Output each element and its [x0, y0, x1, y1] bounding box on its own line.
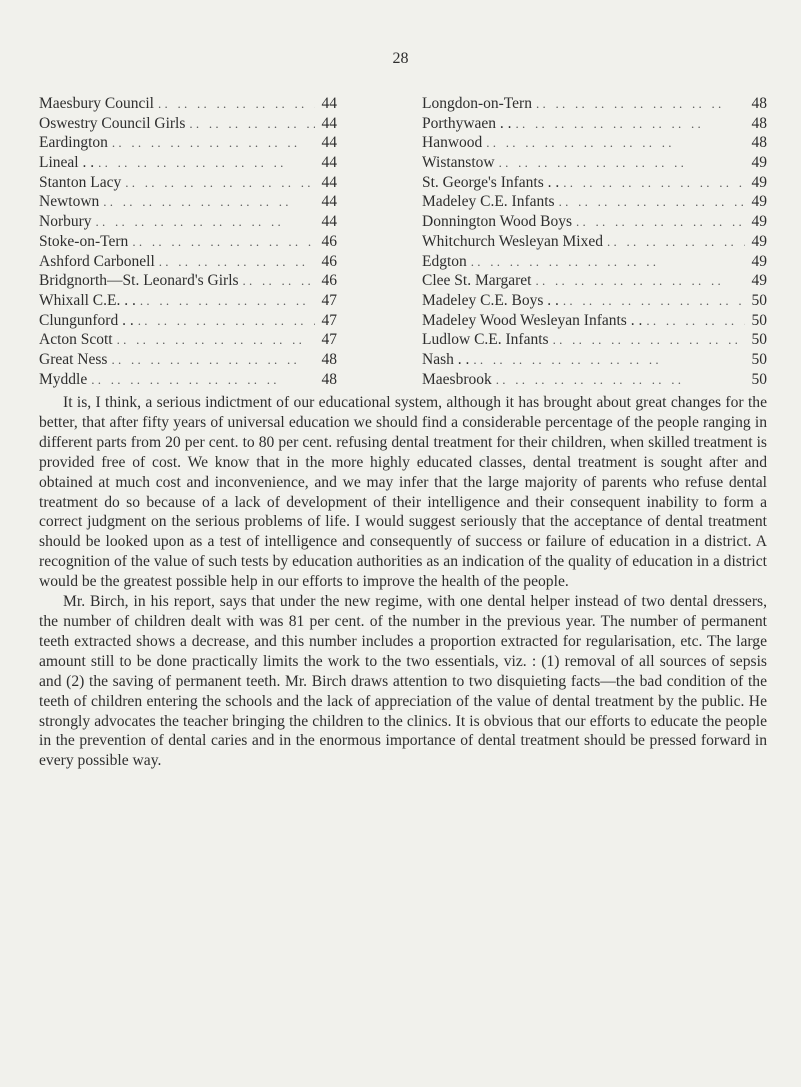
- school-name: Nash . .: [422, 350, 470, 368]
- school-name: Clungunford . .: [39, 311, 134, 329]
- school-percentage-table: [39, 95, 767, 390]
- table-row: [422, 272, 767, 292]
- table-row: [422, 174, 767, 194]
- school-name: Myddle: [39, 370, 88, 388]
- table-row: [422, 154, 767, 174]
- dot-leader: [134, 313, 315, 329]
- percentage-value: 44: [321, 114, 337, 132]
- table-right-column: [422, 95, 767, 390]
- dot-leader: [113, 332, 315, 348]
- table-row: [39, 312, 337, 332]
- dot-leader: [531, 273, 745, 289]
- table-row: [39, 115, 337, 135]
- school-name: Madeley C.E. Boys . .: [422, 291, 559, 309]
- dot-leader: [87, 372, 315, 388]
- school-name: Eardington: [39, 134, 108, 152]
- dot-leader: [94, 155, 315, 171]
- table-row: [39, 174, 337, 194]
- table-row: [39, 331, 337, 351]
- percentage-value: 49: [751, 154, 767, 172]
- dot-leader: [107, 352, 315, 368]
- dot-leader: [492, 372, 745, 388]
- school-name: Newtown: [39, 193, 100, 211]
- table-row: [422, 292, 767, 312]
- percentage-value: 49: [751, 213, 767, 231]
- percentage-value: 48: [751, 114, 767, 132]
- percentage-value: 46: [321, 232, 337, 250]
- table-row: [39, 351, 337, 371]
- percentage-value: 48: [751, 134, 767, 152]
- percentage-value: 44: [321, 213, 337, 231]
- school-name: Whixall C.E. . .: [39, 291, 136, 309]
- table-row: [39, 233, 337, 253]
- table-row: [39, 253, 337, 273]
- percentage-value: 47: [321, 291, 337, 309]
- school-name: Lineal . .: [39, 154, 95, 172]
- percentage-value: 49: [751, 232, 767, 250]
- table-row: [422, 253, 767, 273]
- percentage-value: 44: [321, 173, 337, 191]
- school-name: Whitchurch Wesleyan Mixed: [422, 232, 603, 250]
- table-row: [422, 193, 767, 213]
- table-row: [39, 292, 337, 312]
- school-name: Norbury: [39, 213, 92, 231]
- school-name: Edgton: [422, 252, 467, 270]
- dot-leader: [559, 293, 745, 309]
- percentage-value: 50: [751, 370, 767, 388]
- percentage-value: 46: [321, 252, 337, 270]
- percentage-value: 49: [751, 252, 767, 270]
- table-row: [39, 95, 337, 115]
- table-row: [422, 312, 767, 332]
- percentage-value: 46: [321, 272, 337, 290]
- dot-leader: [482, 135, 745, 151]
- percentage-value: 48: [321, 350, 337, 368]
- percentage-value: 48: [321, 370, 337, 388]
- table-row: [422, 213, 767, 233]
- percentage-value: 49: [751, 173, 767, 191]
- school-name: Clee St. Margaret: [422, 272, 532, 290]
- percentage-value: 49: [751, 193, 767, 211]
- school-name: Stanton Lacy: [39, 173, 122, 191]
- school-name: Porthywaen . .: [422, 114, 512, 132]
- percentage-value: 49: [751, 272, 767, 290]
- table-row: [39, 272, 337, 292]
- dot-leader: [559, 175, 745, 191]
- dot-leader: [121, 175, 315, 191]
- school-name: Ludlow C.E. Infants: [422, 331, 549, 349]
- school-name: Longdon-on-Tern: [422, 95, 532, 112]
- body-text: [39, 393, 767, 771]
- dot-leader: [495, 155, 745, 171]
- table-row: [39, 134, 337, 154]
- dot-leader: [108, 135, 315, 151]
- school-name: Ashford Carbonell: [39, 252, 155, 270]
- school-name: Maesbrook: [422, 370, 492, 388]
- table-row: [422, 134, 767, 154]
- dot-leader: [532, 96, 745, 112]
- table-row: [422, 95, 767, 115]
- school-name: Wistanstow: [422, 154, 495, 172]
- dot-leader: [469, 352, 745, 368]
- dot-leader: [549, 332, 745, 348]
- table-left-column: [39, 95, 337, 390]
- dot-leader: [512, 116, 745, 132]
- dot-leader: [154, 96, 315, 112]
- table-row: [422, 351, 767, 371]
- school-name: Acton Scott: [39, 331, 113, 349]
- percentage-value: 44: [321, 134, 337, 152]
- school-name: Hanwood: [422, 134, 483, 152]
- dot-leader: [92, 214, 315, 230]
- percentage-value: 44: [321, 95, 337, 112]
- dot-leader: [603, 234, 745, 250]
- table-row: [422, 233, 767, 253]
- dot-leader: [185, 116, 315, 132]
- percentage-value: 48: [751, 95, 767, 112]
- table-row: [422, 371, 767, 391]
- table-row: [422, 331, 767, 351]
- table-row: [39, 193, 337, 213]
- school-name: Maesbury Council: [39, 95, 154, 112]
- dot-leader: [642, 313, 745, 329]
- school-name: Madeley Wood Wesleyan Infants . .: [422, 311, 643, 329]
- percentage-value: 50: [751, 350, 767, 368]
- table-row: [39, 371, 337, 391]
- school-name: Great Ness: [39, 350, 108, 368]
- dot-leader: [239, 273, 315, 289]
- school-name: Stoke-on-Tern: [39, 232, 129, 250]
- paragraph: It is, I think, a serious indictment of our educational system, although it has brought about great changes for the better, that after fifty years of universal education we should find a considerable percentage of the people ranging in different parts from 20 per cent. to 80 per cent. refusing dental treatment for their children, when skilled treatment is provided free of cost. We know that in the more highly educated classes, dental treatment is sought after and obtained at much cost and inconvenience, and we may infer that the large majority of parents who refuse dental treatment do so because of a lack of development of their intelligence and their consequent inability to form a correct judgment on the serious problems of life. I would suggest seriously that the acceptance of dental treatment should be looked upon as a test of intelligence and consequently of success or failure of education in a district. A recognition of the value of such tests by education authorities as an indication of the quality of education in a district would be the greatest possible help in our efforts to improve the health of the people.: [39, 394, 767, 591]
- dot-leader: [99, 194, 315, 210]
- school-name: Madeley C.E. Infants: [422, 193, 555, 211]
- table-row: [422, 115, 767, 135]
- percentage-value: 44: [321, 154, 337, 172]
- school-name: Bridgnorth—St. Leonard's Girls: [39, 272, 239, 290]
- percentage-value: 50: [751, 291, 767, 309]
- percentage-value: 47: [321, 331, 337, 349]
- dot-leader: [467, 254, 745, 270]
- percentage-value: 50: [751, 331, 767, 349]
- school-name: Donnington Wood Boys: [422, 213, 573, 231]
- school-name: Oswestry Council Girls: [39, 114, 186, 132]
- paragraph: Mr. Birch, in his report, says that under the new regime, with one dental helper instead of two dental dressers, the number of children dealt with was 81 per cent. of the number in the previous year. The number of permanent teeth extracted shows a decrease, and this number includes a proportion extracted for regularisation, etc. The large amount still to be done practically limits the work to the two essentials, viz. : (1) removal of all sources of sepsis and (2) the saving of permanent teeth. Mr. Birch draws attention to two disquieting facts—the bad condition of the teeth of children entering the schools and the lack of appreciation of the value of dental treatment by the public. He strongly advocates the teacher bringing the children to the clinics. It is obvious that our efforts to educate the people in the prevention of dental caries and in the enormous importance of dental treatment should be pressed forward in every possible way.: [39, 593, 767, 770]
- percentage-value: 44: [321, 193, 337, 211]
- table-row: [39, 213, 337, 233]
- dot-leader: [136, 293, 315, 309]
- percentage-value: 47: [321, 311, 337, 329]
- dot-leader: [155, 254, 315, 270]
- page-number: 28: [392, 50, 409, 67]
- dot-leader: [572, 214, 745, 230]
- school-name: St. George's Infants . .: [422, 173, 560, 191]
- percentage-value: 50: [751, 311, 767, 329]
- dot-leader: [128, 234, 315, 250]
- table-row: [39, 154, 337, 174]
- dot-leader: [555, 194, 745, 210]
